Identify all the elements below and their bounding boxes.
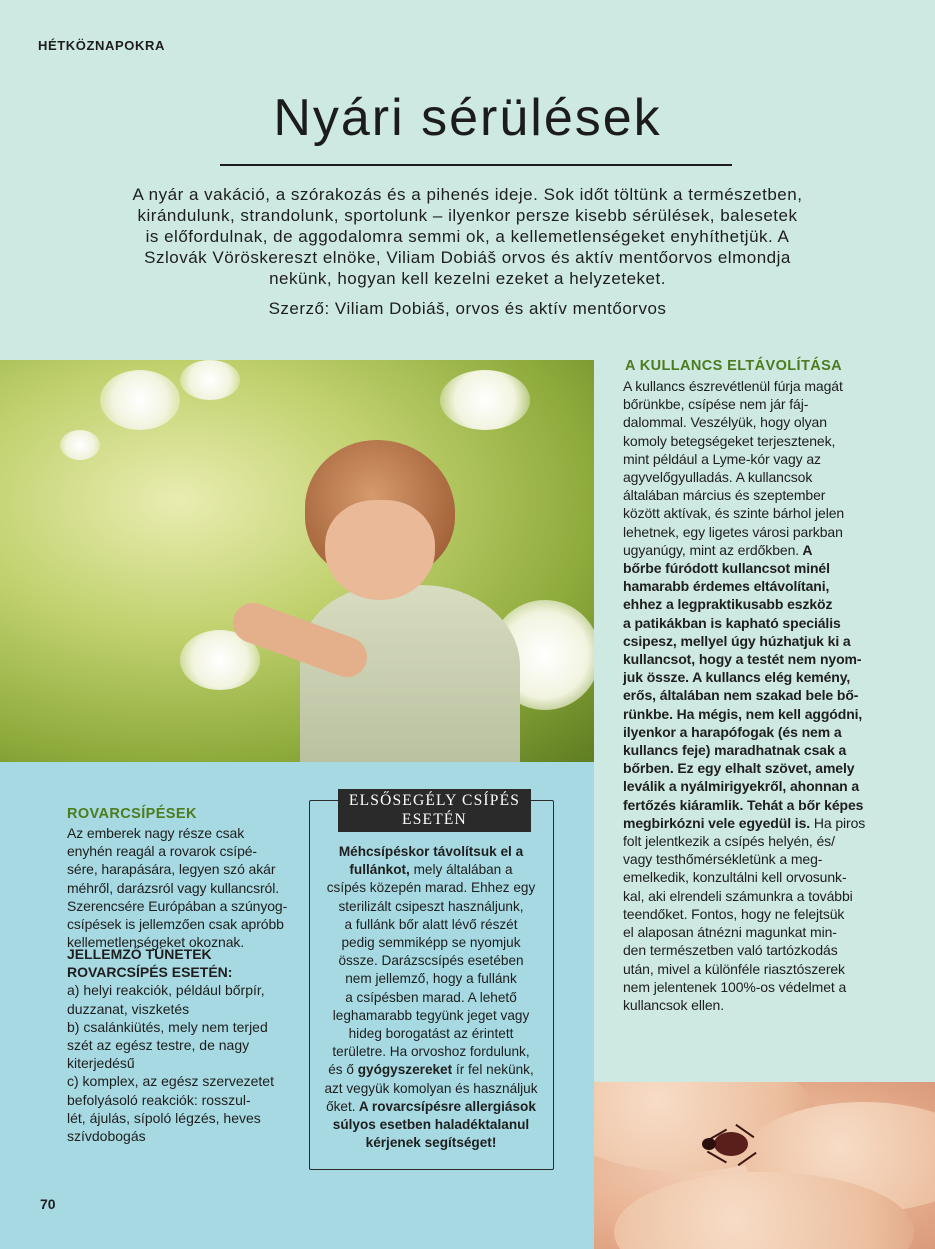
symptom-line: lét, ájulás, sípoló légzés, heves <box>67 1109 261 1126</box>
text-line: őket. A rovarcsípésre allergiások <box>326 1098 536 1114</box>
text-line: fertőzés kiáramlik. Tehát a bőr képes <box>623 796 864 813</box>
tick-on-skin-photo <box>594 1082 935 1249</box>
text-line: általában március és szeptember <box>623 487 826 504</box>
first-aid-title <box>338 789 531 832</box>
text-line: sterilizált csipeszt használjunk, <box>338 898 524 914</box>
text-line: Az emberek nagy része csak <box>67 825 245 841</box>
text-line: súlyos esetben haladéktalanul <box>332 1117 530 1133</box>
text-line: csipesz, mellyel úgy húzhatjuk ki a <box>623 632 851 649</box>
title-divider <box>220 164 732 166</box>
author-byline: Szerző: Viliam Dobiáš, orvos és aktív mentőorvos <box>268 299 667 318</box>
insect-bites-heading: ROVARCSÍPÉSEK <box>67 806 197 822</box>
text-line: kérjenek segítséget! <box>365 1135 497 1151</box>
text-line: ugyanúgy, mint az erdőkben. A <box>623 541 813 558</box>
text-line: csípés közepén marad. Ehhez egy <box>326 880 536 896</box>
text-line: agyvelőgyulladás. A kullancsok <box>623 469 813 486</box>
insect-bites-text <box>67 824 297 951</box>
text-line: kal, aki elrendeli számunkra a további <box>623 887 853 904</box>
text-line: kellemetlenségeket okoznak. <box>67 934 245 951</box>
text-line: lehetnek, egy ligetes városi parkban <box>623 523 843 540</box>
intro-line: nekünk, hogyan kell kezelni ezeket a helyzeteket. <box>269 269 666 288</box>
intro-line: Szlovák Vöröskereszt elnöke, Viliam Dobiáš orvos és aktív mentőorvos elmondja <box>144 248 791 267</box>
text-line: hamarabb érdemes eltávolítani, <box>623 578 830 595</box>
text-line: fullánkot, mely általában a <box>349 862 513 878</box>
first-aid-title-line: ESETÉN <box>402 811 467 828</box>
text-line: leghamarabb tegyünk jeget vagy <box>332 1007 530 1023</box>
symptom-line: kiterjedésű <box>67 1055 135 1072</box>
text-line: Méhcsípéskor távolítsuk el a <box>338 844 524 859</box>
text-line: dalommal. Veszélyük, hogy olyan <box>623 414 827 431</box>
section-label: HÉTKÖZNAPOKRA <box>38 38 165 53</box>
text-line: Szerencsére Európában a szúnyog- <box>67 897 288 914</box>
text-line: között aktívak, és szinte bárhol jelen <box>623 505 845 522</box>
text-line: folt jelentkezik a csípés helyén, és/ <box>623 833 835 850</box>
text-line: a fullánk bőr alatt lévő részét <box>344 916 518 932</box>
text-line: nem jelentenek 100%-os védelmet a <box>623 978 847 995</box>
child-blossom-photo <box>0 360 594 762</box>
text-line: emelkedik, konzultálni kell orvosunk- <box>623 869 847 886</box>
symptom-line: duzzanat, viszketés <box>67 1000 190 1017</box>
text-line: juk össze. A kullancs elég kemény, <box>623 669 851 686</box>
text-line: teendőket. Fontos, hogy ne felejtsük <box>623 905 845 922</box>
tick-removal-text <box>623 377 918 1014</box>
tick-icon <box>714 1132 748 1156</box>
intro-line: kirándulunk, strandolunk, sportolunk – ilyenkor persze kisebb sérülések, balesetek <box>137 206 798 225</box>
text-line: megbirkózni vele egyedül is. Ha piros <box>623 814 866 831</box>
text-line: bőrbe fúródott kullancsot minél <box>623 560 830 577</box>
text-line: ehhez a legpraktikusabb eszköz <box>623 596 833 613</box>
first-aid-text <box>318 843 544 1152</box>
page-number: 70 <box>40 1196 56 1212</box>
text-line: A kullancs észrevétlenül fúrja magát <box>623 378 843 394</box>
text-line: méhről, darázsról vagy kullancsról. <box>67 879 280 896</box>
text-line: den természetben való tartózkodás <box>623 942 838 959</box>
intro-line: is előfordulnak, de aggodalomra semmi ok, a kellemetlenségeket enyhíthetjük. A <box>145 227 790 246</box>
text-line: rünkbe. Ha mégis, nem kell aggódni, <box>623 705 863 722</box>
tick-removal-heading: A KULLANCS ELTÁVOLÍTÁSA <box>625 358 843 374</box>
text-line: után, mivel a különféle riasztószerek <box>623 960 845 977</box>
text-line: leválik a nyálmirigyekről, ahonnan a <box>623 778 860 795</box>
symptom-line: c) komplex, az egész szervezetet <box>67 1073 274 1090</box>
text-line: sére, harapására, legyen szó akár <box>67 861 276 878</box>
text-line: és ő gyógyszereket ír fel nekünk, <box>328 1062 534 1078</box>
text-line: erős, általában nem szakad bele bő- <box>623 687 859 704</box>
text-line: pedig semmiképp se nyomjuk <box>341 935 521 951</box>
text-line: el alaposan átnézni magunkat min- <box>623 924 837 941</box>
text-line: ilyenkor a harapófogak (és nem a <box>623 723 842 740</box>
text-line: kullancs feje) maradhatnak csak a <box>623 742 847 759</box>
text-line: komoly betegségeket terjesztenek, <box>623 432 836 449</box>
symptoms-heading: ROVARCSÍPÉS ESETÉN: <box>67 964 233 981</box>
symptom-line: szívdobogás <box>67 1128 146 1145</box>
text-line: vagy testhőmérsékletünk a meg- <box>623 851 823 868</box>
symptoms-heading: JELLEMZŐ TÜNETEK <box>67 946 212 962</box>
first-aid-title-line: ELSŐSEGÉLY CSÍPÉS <box>348 792 521 809</box>
text-line: területre. Ha orvoshoz fordulunk, <box>332 1044 530 1060</box>
symptom-line: befolyásoló reakciók: rosszul- <box>67 1091 251 1108</box>
text-line: hideg borogatást az érintett <box>348 1026 514 1042</box>
text-line: csípések is jellemzően csak apróbb <box>67 916 284 933</box>
text-line: bőrünkbe, csípése nem jár fáj- <box>623 396 809 413</box>
text-line: enyhén reagál a rovarok csípé- <box>67 843 257 860</box>
text-line: azt vegyük komolyan és használjuk <box>324 1080 538 1096</box>
page-title: Nyári sérülések <box>273 89 662 147</box>
text-line: össze. Darázscsípés esetében <box>338 953 524 969</box>
text-line: kullancsok ellen. <box>623 996 725 1013</box>
symptom-line: szét az egész testre, de nagy <box>67 1037 250 1054</box>
symptoms-block <box>67 945 297 1145</box>
text-line: mint például a Lyme-kór vagy az <box>623 450 821 467</box>
text-line: nem jellemző, hogy a fullánk <box>345 971 517 987</box>
text-line: bőrben. Ez egy elhalt szövet, amely <box>623 760 855 777</box>
symptom-line: a) helyi reakciók, például bőrpír, <box>67 982 265 999</box>
text-line: a patikákban is kapható speciális <box>623 614 841 631</box>
intro-paragraph <box>70 184 865 289</box>
intro-line: A nyár a vakáció, a szórakozás és a pihenés ideje. Sok időt töltünk a természetben, <box>132 185 803 204</box>
symptom-line: b) csalánkiütés, mely nem terjed <box>67 1018 268 1035</box>
text-line: a csípésben marad. A lehető <box>345 989 517 1005</box>
text-line: kullancsot, hogy a testét nem nyom- <box>623 651 862 668</box>
